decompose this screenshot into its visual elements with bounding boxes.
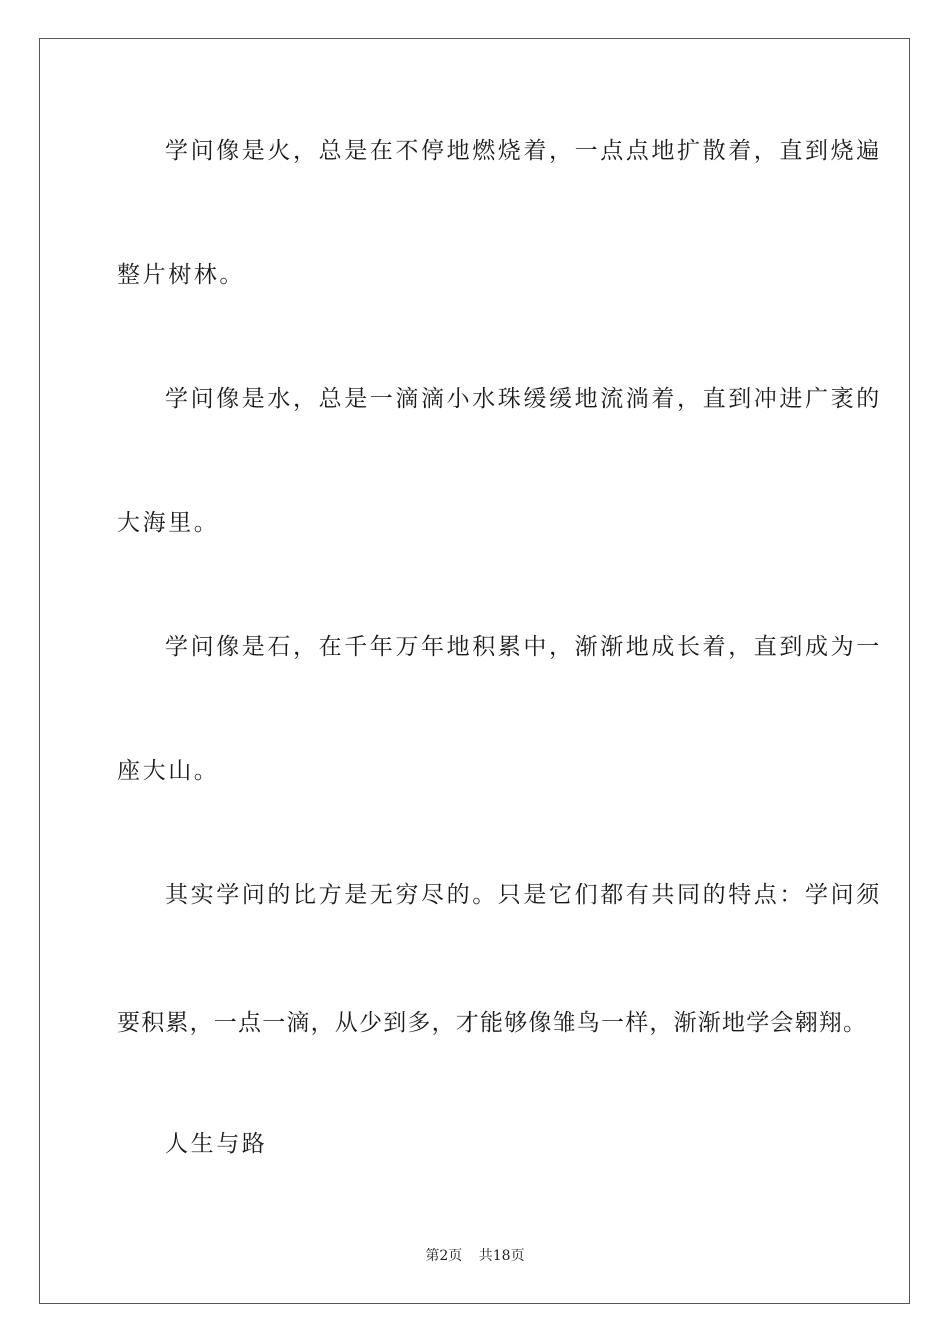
paragraph-1-line-2: 整片树林。: [117, 262, 245, 288]
paragraph-3-line-1: 学问像是石，在千年万年地积累中，渐渐地成长着，直到成为一: [165, 634, 882, 660]
section-heading: 人生与路: [165, 1131, 268, 1157]
page-footer: [0, 1247, 950, 1265]
paragraph-3-line-2: 座大山。: [117, 758, 220, 784]
paragraph-1-line-1: 学问像是火，总是在不停地燃烧着，一点点地扩散着，直到烧遍: [165, 138, 882, 164]
paragraph-2-line-2: 大海里。: [117, 510, 220, 536]
paragraph-4-line-2: 要积累，一点一滴，从少到多，才能够像雏鸟一样，渐渐地学会翱翔。: [117, 1010, 868, 1036]
page-frame: [39, 38, 910, 1304]
paragraph-4-line-1: 其实学问的比方是无穷尽的。只是它们都有共同的特点：学问须: [165, 882, 882, 908]
page-total: 共18页: [478, 1248, 525, 1264]
paragraph-2-line-1: 学问像是水，总是一滴滴小水珠缓缓地流淌着，直到冲进广袤的: [165, 386, 882, 412]
page-number: 第2页: [425, 1248, 463, 1264]
